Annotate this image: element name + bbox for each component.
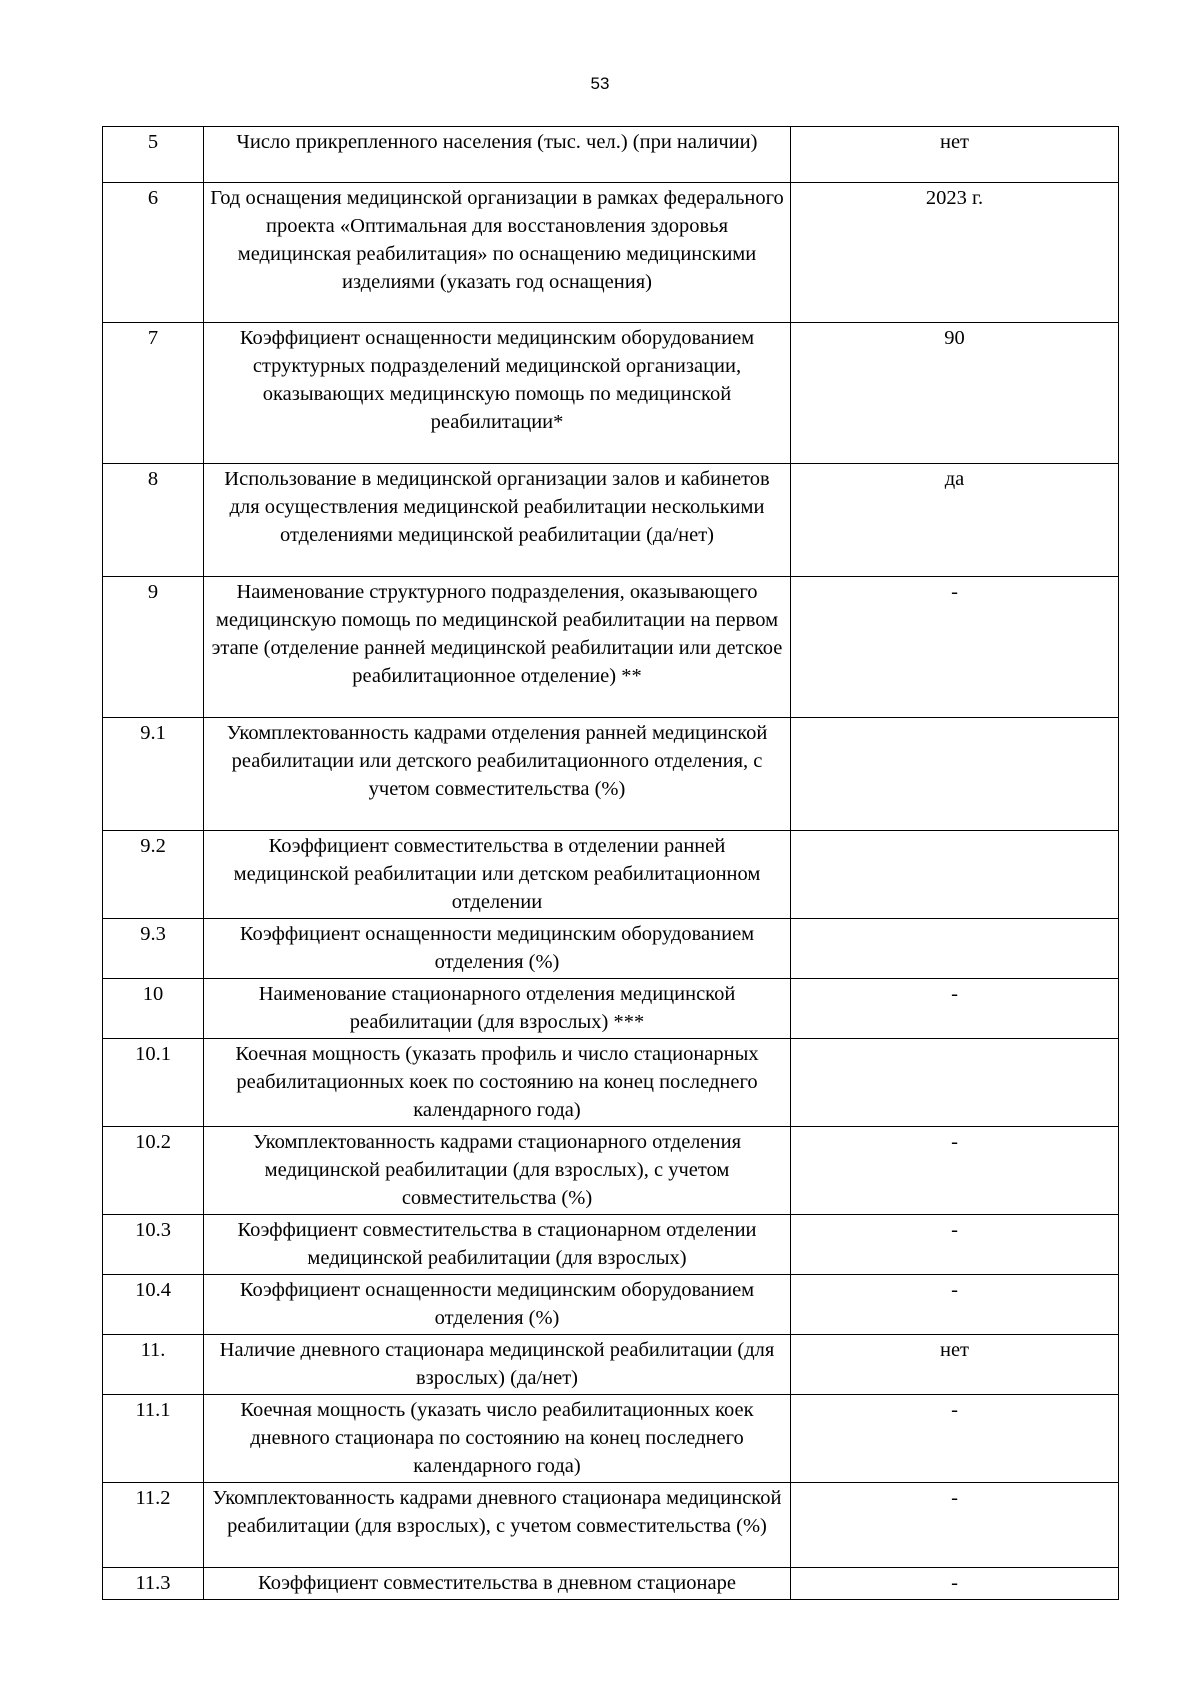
row-indicator: Коэффициент совместительства в стационарном отделении медицинской реабилитации (для взрослых) bbox=[204, 1215, 791, 1275]
row-number: 10.4 bbox=[103, 1275, 204, 1335]
row-number: 11. bbox=[103, 1335, 204, 1395]
row-value bbox=[791, 1039, 1119, 1127]
row-value bbox=[791, 831, 1119, 919]
row-number: 5 bbox=[103, 127, 204, 183]
row-value: 2023 г. bbox=[791, 183, 1119, 323]
row-number: 11.2 bbox=[103, 1483, 204, 1568]
row-value: нет bbox=[791, 1335, 1119, 1395]
row-value: - bbox=[791, 1395, 1119, 1483]
row-value bbox=[791, 919, 1119, 979]
table-row bbox=[103, 1395, 1119, 1483]
row-value: - bbox=[791, 1568, 1119, 1600]
row-number: 9.1 bbox=[103, 718, 204, 831]
table-row bbox=[103, 464, 1119, 577]
table-row bbox=[103, 1483, 1119, 1568]
row-indicator: Наименование структурного подразделения, оказывающего медицинскую помощь по медицинской реабилитации на первом этапе (отделение ранней медицинской реабилитации или детское реабилитационное отделение) ** bbox=[204, 577, 791, 718]
row-value: - bbox=[791, 1127, 1119, 1215]
row-number: 10.3 bbox=[103, 1215, 204, 1275]
row-indicator: Коэффициент оснащенности медицинским оборудованием отделения (%) bbox=[204, 919, 791, 979]
row-indicator: Год оснащения медицинской организации в рамках федерального проекта «Оптимальная для восстановления здоровья медицинская реабилитация» по оснащению медицинскими изделиями (указать год оснащения) bbox=[204, 183, 791, 323]
table-row bbox=[103, 577, 1119, 718]
report-table-body bbox=[103, 127, 1119, 1600]
row-value: - bbox=[791, 1483, 1119, 1568]
page-number: 53 bbox=[590, 74, 610, 93]
row-number: 9.3 bbox=[103, 919, 204, 979]
row-indicator: Коэффициент совместительства в дневном стационаре bbox=[204, 1568, 791, 1600]
row-number: 8 bbox=[103, 464, 204, 577]
row-number: 10.1 bbox=[103, 1039, 204, 1127]
row-indicator: Коечная мощность (указать число реабилитационных коек дневного стационара по состоянию на конец последнего календарного года) bbox=[204, 1395, 791, 1483]
row-number: 7 bbox=[103, 323, 204, 464]
row-indicator: Коэффициент оснащенности медицинским оборудованием отделения (%) bbox=[204, 1275, 791, 1335]
table-row bbox=[103, 1127, 1119, 1215]
table-row bbox=[103, 127, 1119, 183]
row-indicator: Укомплектованность кадрами стационарного отделения медицинской реабилитации (для взрослых), с учетом совместительства (%) bbox=[204, 1127, 791, 1215]
row-number: 10.2 bbox=[103, 1127, 204, 1215]
table-row bbox=[103, 831, 1119, 919]
row-indicator: Наличие дневного стационара медицинской реабилитации (для взрослых) (да/нет) bbox=[204, 1335, 791, 1395]
table-row bbox=[103, 1039, 1119, 1127]
row-value: да bbox=[791, 464, 1119, 577]
table-row bbox=[103, 1215, 1119, 1275]
row-number: 11.1 bbox=[103, 1395, 204, 1483]
row-value: - bbox=[791, 1215, 1119, 1275]
row-indicator: Использование в медицинской организации залов и кабинетов для осуществления медицинской реабилитации несколькими отделениями медицинской реабилитации (да/нет) bbox=[204, 464, 791, 577]
row-number: 11.3 bbox=[103, 1568, 204, 1600]
table-row bbox=[103, 979, 1119, 1039]
row-number: 9 bbox=[103, 577, 204, 718]
table-row bbox=[103, 919, 1119, 979]
row-value: - bbox=[791, 979, 1119, 1039]
row-indicator: Укомплектованность кадрами дневного стационара медицинской реабилитации (для взрослых), с учетом совместительства (%) bbox=[204, 1483, 791, 1568]
table-row bbox=[103, 1275, 1119, 1335]
row-indicator: Число прикрепленного населения (тыс. чел.) (при наличии) bbox=[204, 127, 791, 183]
table-row bbox=[103, 718, 1119, 831]
table-row bbox=[103, 1568, 1119, 1600]
row-number: 6 bbox=[103, 183, 204, 323]
row-value: - bbox=[791, 1275, 1119, 1335]
row-indicator: Коечная мощность (указать профиль и число стационарных реабилитационных коек по состоянию на конец последнего календарного года) bbox=[204, 1039, 791, 1127]
table-row bbox=[103, 323, 1119, 464]
row-indicator: Укомплектованность кадрами отделения ранней медицинской реабилитации или детского реабилитационного отделения, с учетом совместительства (%) bbox=[204, 718, 791, 831]
row-indicator: Наименование стационарного отделения медицинской реабилитации (для взрослых) *** bbox=[204, 979, 791, 1039]
table-row bbox=[103, 1335, 1119, 1395]
row-indicator: Коэффициент оснащенности медицинским оборудованием структурных подразделений медицинской организации, оказывающих медицинскую помощь по медицинской реабилитации* bbox=[204, 323, 791, 464]
row-value bbox=[791, 718, 1119, 831]
row-value: 90 bbox=[791, 323, 1119, 464]
row-number: 9.2 bbox=[103, 831, 204, 919]
row-indicator: Коэффициент совместительства в отделении ранней медицинской реабилитации или детском реабилитационном отделении bbox=[204, 831, 791, 919]
table-row bbox=[103, 183, 1119, 323]
row-number: 10 bbox=[103, 979, 204, 1039]
row-value: нет bbox=[791, 127, 1119, 183]
report-table bbox=[102, 126, 1119, 1600]
row-value: - bbox=[791, 577, 1119, 718]
